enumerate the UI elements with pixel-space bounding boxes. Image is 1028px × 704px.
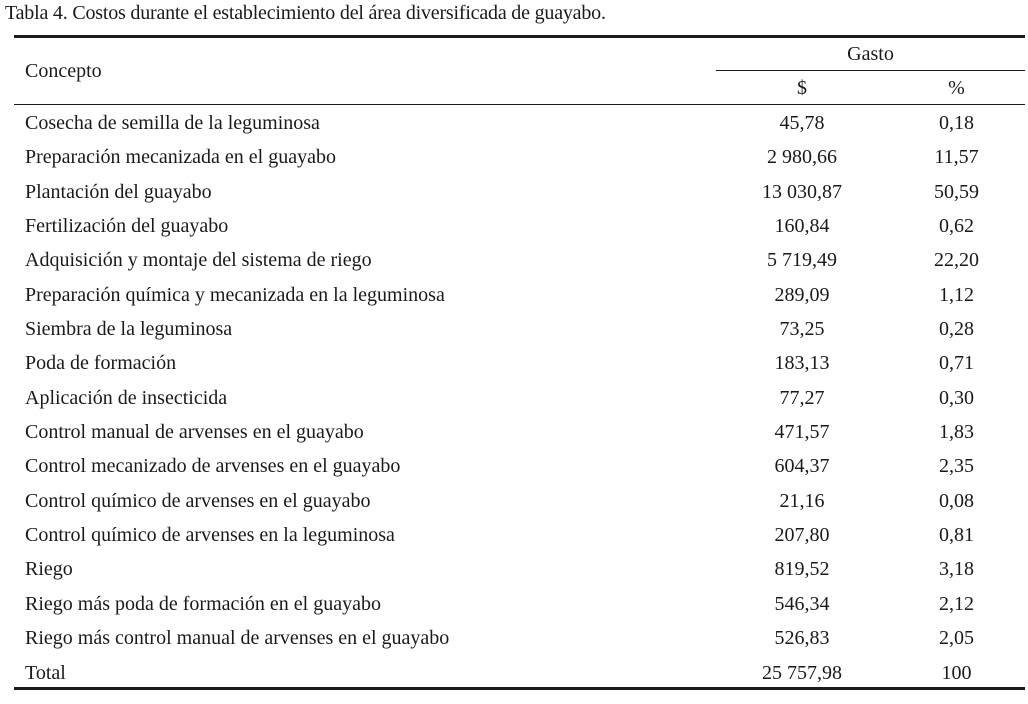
table-row (0, 313, 1028, 347)
cell-dollar: 21,16 (779, 489, 825, 512)
cell-percent: 50,59 (934, 180, 979, 203)
cell-concepto: Preparación química y mecanizada en la leguminosa (25, 283, 445, 306)
cell-dollar: 471,57 (774, 421, 830, 444)
column-header-dollar: $ (797, 77, 807, 99)
table-row (0, 588, 1028, 622)
table-row (0, 141, 1028, 175)
cell-concepto: Riego más control manual de arvenses en el guayabo (25, 627, 450, 650)
table-row (0, 382, 1028, 416)
table-row (0, 210, 1028, 244)
cell-concepto: Total (25, 661, 66, 684)
cell-dollar: 77,27 (779, 386, 825, 409)
cell-dollar: 160,84 (774, 215, 830, 238)
table-row (0, 485, 1028, 519)
cell-dollar: 604,37 (774, 455, 830, 478)
table-row (0, 519, 1028, 553)
cell-percent: 1,12 (939, 283, 974, 306)
cell-percent: 3,18 (939, 558, 974, 581)
cell-concepto: Siembra de la leguminosa (25, 318, 233, 341)
table-row (0, 176, 1028, 210)
cell-concepto: Preparación mecanizada en el guayabo (25, 146, 336, 169)
cell-percent: 0,62 (939, 215, 974, 238)
cell-percent: 2,05 (939, 627, 974, 650)
cell-percent: 0,28 (939, 318, 974, 341)
cell-concepto: Fertilización del guayabo (25, 215, 229, 238)
cell-concepto: Riego (25, 558, 73, 581)
cell-concepto: Cosecha de semilla de la leguminosa (25, 112, 320, 134)
cell-percent: 0,81 (939, 524, 974, 547)
cell-concepto: Control mecanizado de arvenses en el guayabo (25, 455, 401, 478)
cell-percent: 1,83 (939, 421, 974, 444)
cell-concepto: Riego más poda de formación en el guayabo (25, 592, 381, 615)
table-row-total (0, 657, 1028, 691)
cell-dollar: 289,09 (774, 283, 830, 306)
table-row (0, 622, 1028, 656)
cell-percent: 11,57 (934, 146, 979, 169)
bottom-rule (14, 687, 1025, 690)
cell-percent: 2,35 (939, 455, 974, 478)
cell-concepto: Aplicación de insecticida (25, 386, 228, 409)
table-body (0, 107, 1028, 691)
cell-percent: 2,12 (939, 592, 974, 615)
cell-concepto: Control manual de arvenses en el guayabo (25, 421, 364, 444)
table-row (0, 553, 1028, 587)
header-rule (14, 104, 1025, 105)
cell-concepto: Plantación del guayabo (25, 180, 212, 203)
cell-dollar: 13 030,87 (762, 180, 842, 203)
cell-concepto: Adquisición y montaje del sistema de riego (25, 249, 372, 272)
cell-dollar: 25 757,98 (762, 661, 842, 684)
cell-dollar: 73,25 (779, 318, 825, 341)
cell-concepto: Control químico de arvenses en la leguminosa (25, 524, 395, 547)
cell-concepto: Poda de formación (25, 352, 177, 375)
cell-percent: 0,08 (939, 489, 974, 512)
cell-dollar: 526,83 (774, 627, 830, 650)
cell-percent: 100 (941, 661, 972, 684)
table-row (0, 279, 1028, 313)
top-rule (14, 35, 1025, 38)
column-group-header-gasto: Gasto (847, 43, 894, 65)
cell-dollar: 45,78 (779, 112, 825, 134)
cell-dollar: 183,13 (774, 352, 830, 375)
cell-percent: 0,18 (939, 112, 974, 134)
cell-percent: 0,71 (939, 352, 974, 375)
cell-dollar: 5 719,49 (767, 249, 837, 272)
cell-dollar: 819,52 (774, 558, 830, 581)
column-header-concepto: Concepto (25, 60, 102, 82)
cell-percent: 22,20 (934, 249, 979, 272)
cell-concepto: Control químico de arvenses en el guayabo (25, 489, 371, 512)
table-row (0, 450, 1028, 484)
table-row (0, 107, 1028, 141)
cell-dollar: 546,34 (774, 592, 830, 615)
table-row (0, 347, 1028, 381)
column-header-percent: % (948, 77, 965, 99)
table-row (0, 244, 1028, 278)
table-row (0, 416, 1028, 450)
cell-dollar: 2 980,66 (767, 146, 837, 169)
gasto-underline-rule (716, 70, 1025, 71)
cell-dollar: 207,80 (774, 524, 830, 547)
table-caption: Tabla 4. Costos durante el establecimiento del área diversificada de guayabo. (5, 2, 606, 24)
cell-percent: 0,30 (939, 386, 974, 409)
